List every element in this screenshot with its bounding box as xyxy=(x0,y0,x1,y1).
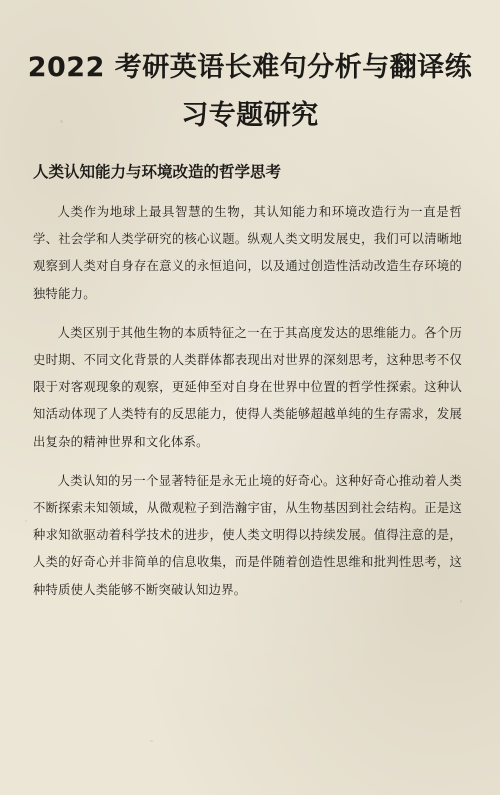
paper-texture-speck xyxy=(150,740,153,742)
paper-texture-speck xyxy=(25,520,27,522)
page-title: 2022 考研英语长难句分析与翻译练习专题研究 xyxy=(27,52,473,131)
paragraph-1: 人类作为地球上最具智慧的生物，其认知能力和环境改造行为一直是哲学、社会学和人类学研究的核心议题。纵观人类文明发展史，我们可以清晰地观察到人类对自身存在意义的永恒追问，以及通过创造性活动改造生存环境的独特能力。 xyxy=(33,205,462,301)
article-body xyxy=(33,199,462,616)
paragraph-3: 人类认知的另一个显著特征是永无止境的好奇心。这种好奇心推动着人类不断探索未知领域，从微观粒子到浩瀚宇宙，从生物基因到社会结构。正是这种求知欲驱动着科学技术的进步，使人类文明得以持续发展。值得注意的是，人类的好奇心并非简单的信息收集，而是伴随着创造性思维和批判性思考，这种特质使人类能够不断突破认知边界。 xyxy=(33,473,462,597)
paragraph-2: 人类区别于其他生物的本质特征之一在于其高度发达的思维能力。各个历史时期、不同文化背景的人类群体都表现出对世界的深刻思考，这种思考不仅限于对客观现象的观察，更延伸至对自身在世界中位置的哲学性探索。这种认知活动体现了人类特有的反思能力，使得人类能够超越单纯的生存需求，发展出复杂的精神世界和文化体系。 xyxy=(33,325,462,449)
section-heading: 人类认知能力与环境改造的哲学思考 xyxy=(33,163,282,181)
